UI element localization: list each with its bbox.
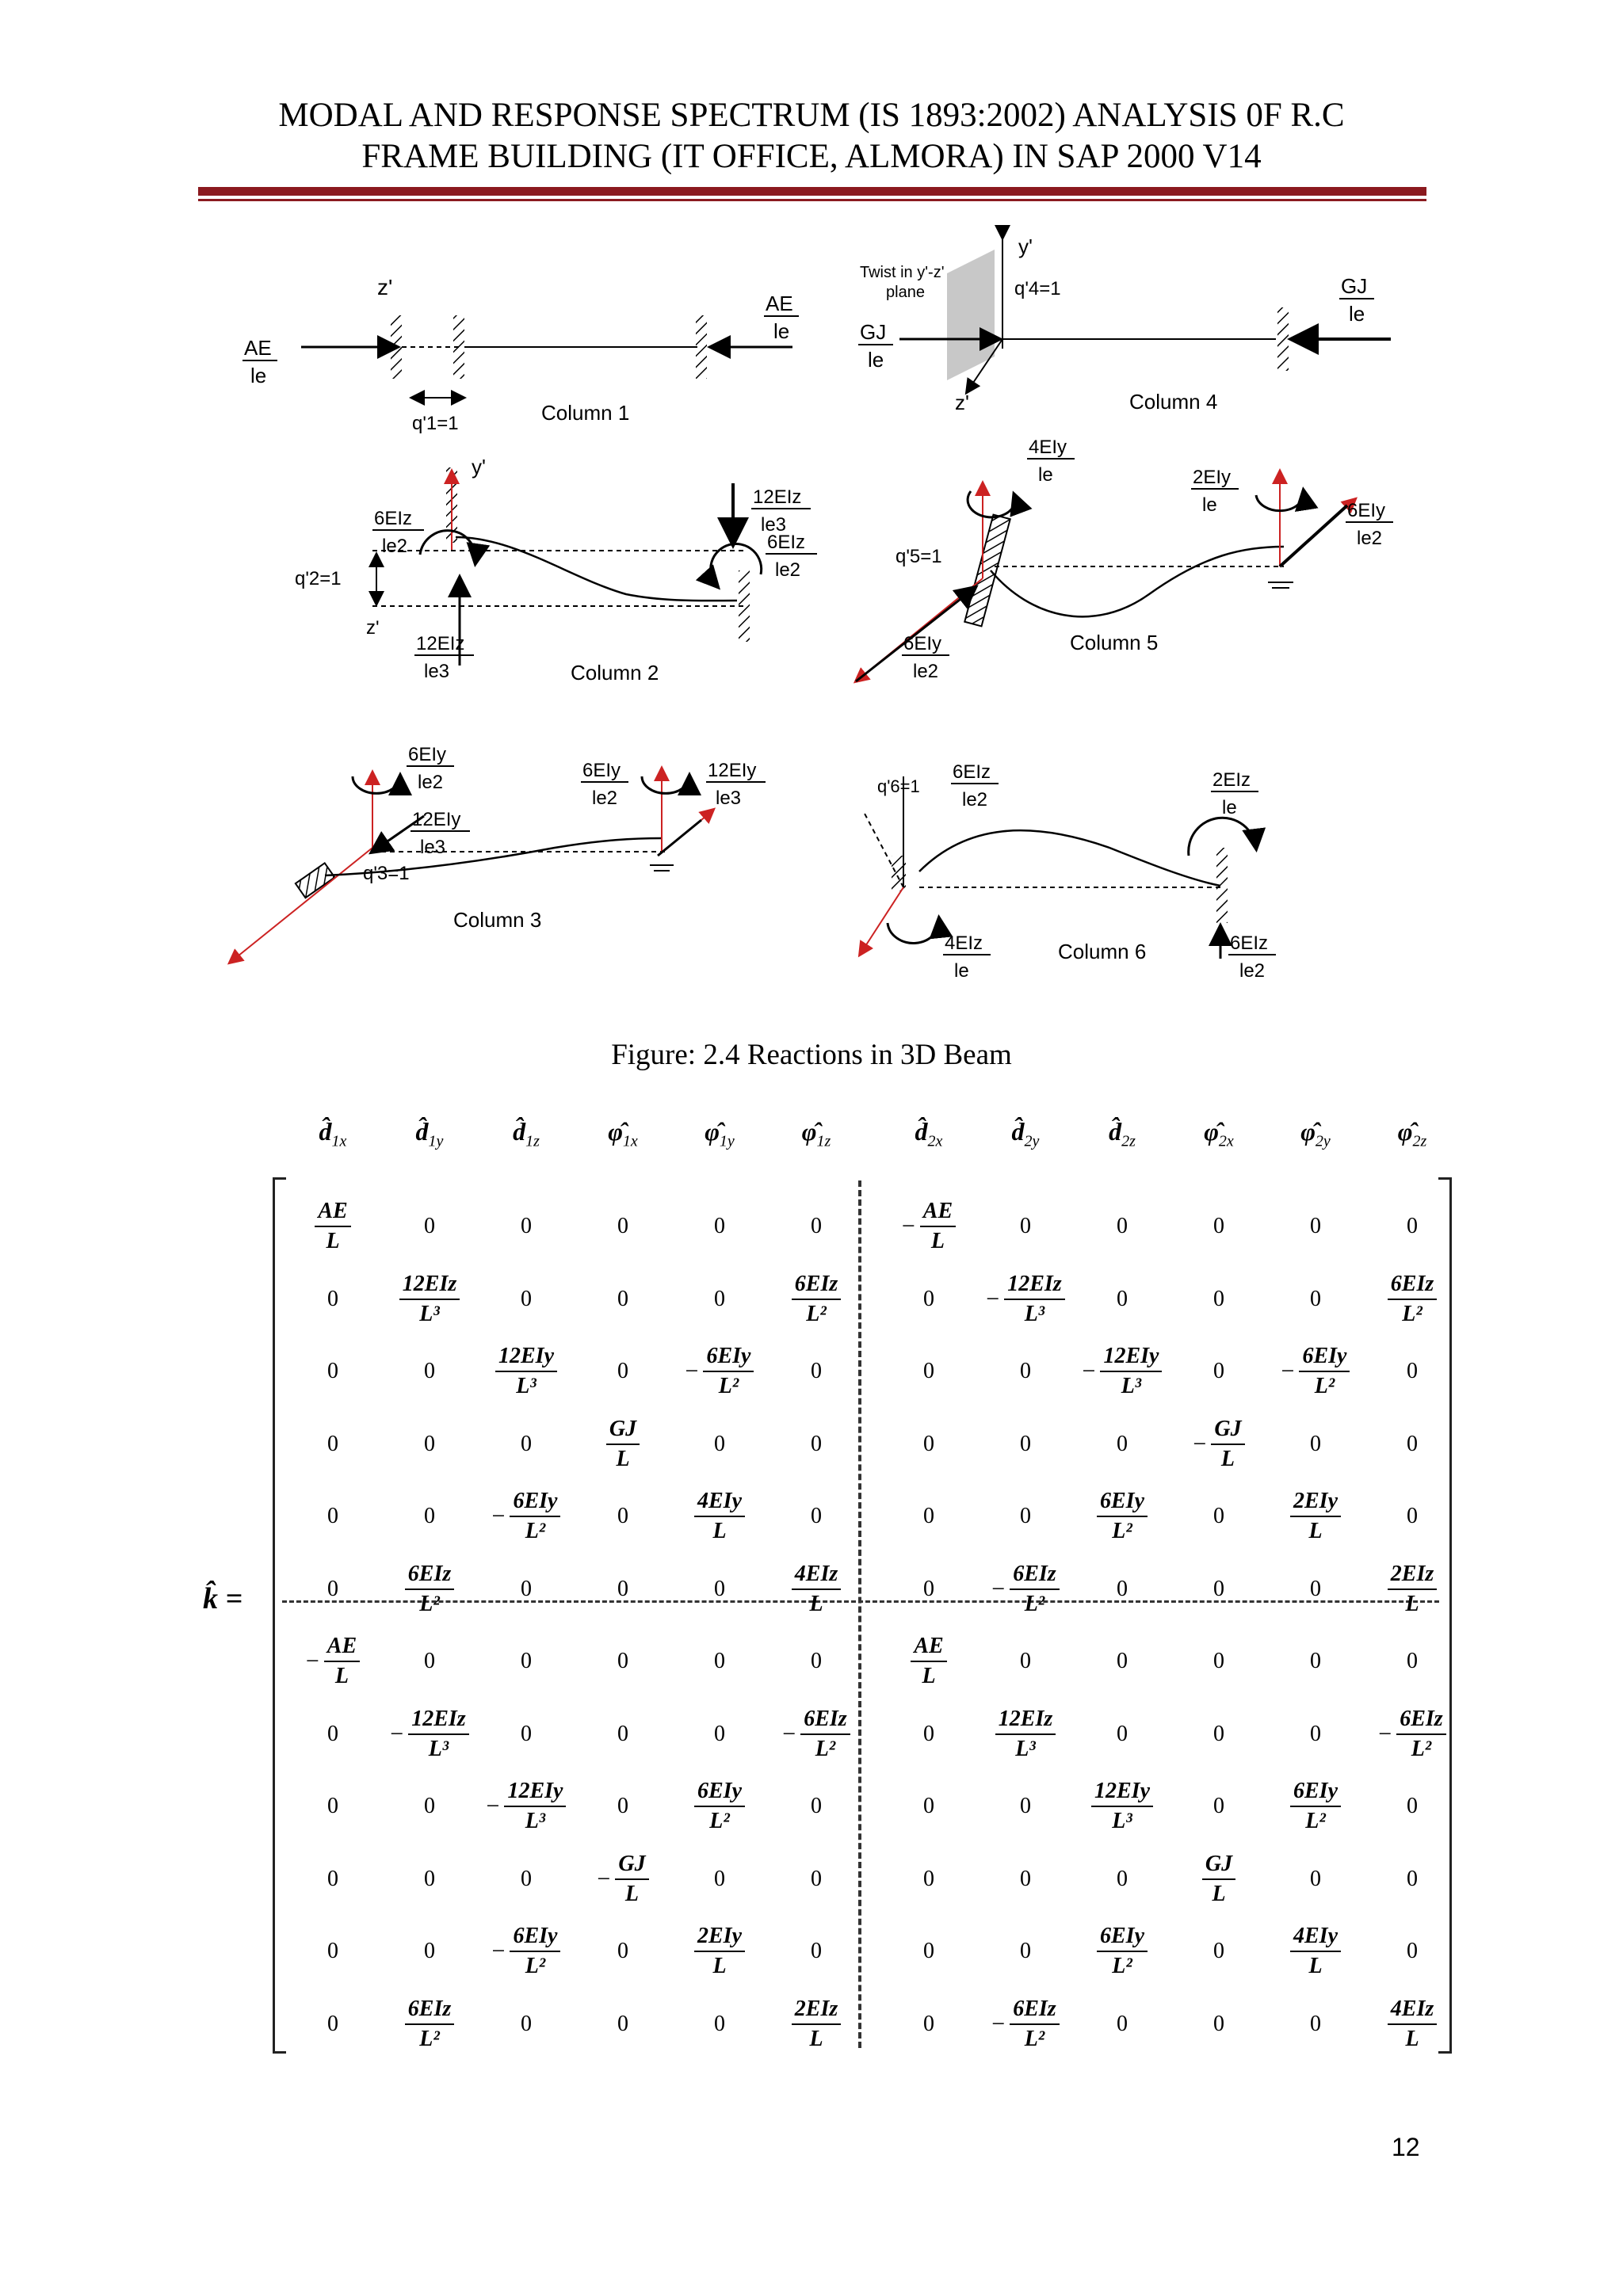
c4-fixed-support — [1277, 307, 1289, 371]
matrix-cell: 0 — [923, 1359, 934, 1383]
c6-m-right-num: 2EIz — [1212, 769, 1251, 791]
c3-title: Column 3 — [453, 908, 542, 932]
matrix-cell: $\frac{\text{4EIy}}{L}$ — [1268, 1920, 1363, 1983]
matrix-cell: 0 — [424, 1866, 435, 1891]
matrix-cell: − $\frac{\text{6EIy}}{\text{L²}}$ — [672, 1340, 767, 1403]
matrix-bracket-left — [273, 1177, 286, 2054]
matrix-cell: 0 — [617, 1286, 628, 1311]
matrix-cell: 0 — [714, 1431, 725, 1456]
matrix-cell: 0 — [327, 1794, 338, 1818]
matrix-cell: 0 — [1117, 2011, 1128, 2036]
c5-support-left — [964, 515, 1010, 627]
matrix-cell: − $\frac{AE}{L}$ — [881, 1195, 976, 1258]
c4-twist-label: Twist in y'-z' — [860, 264, 945, 281]
matrix-cell: $\frac{\text{2EIz}}{L}$ — [769, 1993, 864, 2056]
matrix-column-header: $\varphî_{2y}$ — [1300, 1117, 1331, 1150]
matrix-cell: $\frac{\text{6EIy}}{\text{L²}}$ — [672, 1775, 767, 1838]
matrix-cell: − $\frac{GJ}{L}$ — [575, 1848, 670, 1911]
c5-m-right-den: le — [1202, 494, 1217, 516]
c2-t-left-den: le2 — [382, 536, 408, 557]
matrix-cell: 0 — [1407, 1939, 1418, 1963]
header-rule-thin — [198, 199, 1426, 201]
matrix-cell: 0 — [617, 1649, 628, 1673]
c6-m-top-den: le2 — [962, 789, 988, 810]
figure-caption: Figure: 2.4 Reactions in 3D Beam — [611, 1039, 1012, 1071]
c6-m-right-den: le — [1222, 797, 1237, 818]
matrix-cell: 0 — [1117, 1576, 1128, 1601]
matrix-cell: 0 — [1213, 1576, 1224, 1601]
matrix-cell: 0 — [327, 1504, 338, 1528]
matrix-cell: $\frac{\text{2EIz}}{L}$ — [1365, 1558, 1460, 1621]
matrix-cell: 0 — [1213, 1286, 1224, 1311]
c5-q: q'5=1 — [896, 546, 942, 567]
c6-f-right-den: le2 — [1239, 960, 1266, 982]
matrix-cell: $\frac{\text{6EIz}}{\text{L²}}$ — [382, 1993, 477, 2056]
c2-t-right-num: 6EIz — [767, 532, 806, 553]
page-number: 12 — [1392, 2133, 1420, 2161]
matrix-cell: 0 — [1020, 1431, 1031, 1456]
matrix-cell: 0 — [327, 1286, 338, 1311]
c2-f-left-den: le3 — [424, 661, 450, 682]
matrix-cell: 0 — [1407, 1649, 1418, 1673]
matrix-cell: 0 — [811, 1431, 822, 1456]
matrix-cell: − $\frac{\text{6EIy}}{\text{L²}}$ — [479, 1920, 574, 1983]
matrix-cell: − $\frac{AE}{L}$ — [285, 1630, 380, 1693]
matrix-cell: 0 — [327, 1359, 338, 1383]
matrix-cell: − $\frac{\text{12EIz}}{\text{L³}}$ — [978, 1268, 1073, 1331]
c3-f-left-num: 12EIy — [412, 809, 461, 830]
c5-f-right-num: 6EIy — [1347, 500, 1386, 521]
matrix-cell: $\frac{\text{2EIy}}{L}$ — [1268, 1485, 1363, 1548]
c3-f-right-num: 12EIy — [708, 760, 757, 781]
c1-q: q'1=1 — [412, 413, 459, 434]
fixed-support-right — [696, 315, 707, 379]
matrix-cell: 0 — [327, 1576, 338, 1601]
c2-axis-z: z' — [366, 617, 380, 639]
matrix-cell: 0 — [1310, 1214, 1321, 1238]
matrix-cell: $\frac{AE}{L}$ — [881, 1630, 976, 1693]
c3-m-left-num: 6EIy — [408, 744, 447, 765]
matrix-cell: 0 — [1407, 1504, 1418, 1528]
matrix-cell: 0 — [1310, 1721, 1321, 1746]
c1-ae-right-num: AE — [766, 292, 793, 315]
matrix-cell: 0 — [424, 1504, 435, 1528]
matrix-cell: $\frac{\text{4EIz}}{L}$ — [1365, 1993, 1460, 2056]
matrix-cell: 0 — [811, 1866, 822, 1891]
c4-q: q'4=1 — [1014, 278, 1061, 299]
c2-q: q'2=1 — [295, 568, 342, 589]
matrix-cell: 0 — [1117, 1649, 1128, 1673]
matrix-cell: 0 — [1020, 1866, 1031, 1891]
c3-q: q'3=1 — [363, 863, 410, 884]
matrix-cell: 0 — [811, 1939, 822, 1963]
matrix-cell: 0 — [811, 1504, 822, 1528]
matrix-cell: 0 — [1020, 1939, 1031, 1963]
matrix-cell: $\frac{\text{6EIz}}{\text{L²}}$ — [769, 1268, 864, 1331]
c6-support-left — [892, 856, 906, 891]
c6-title: Column 6 — [1058, 940, 1147, 963]
matrix-cell: 0 — [424, 1359, 435, 1383]
matrix-column-header: $\varphî_{1x}$ — [608, 1117, 638, 1150]
matrix-cell: − $\frac{\text{6EIz}}{\text{L²}}$ — [769, 1703, 864, 1766]
matrix-cell: 0 — [714, 2011, 725, 2036]
c4-axis-y: y' — [1018, 235, 1033, 258]
matrix-cell: 0 — [1407, 1794, 1418, 1818]
matrix-cell: 0 — [1020, 1649, 1031, 1673]
fixed-support-mid — [453, 315, 464, 379]
matrix-cell: 0 — [1310, 1431, 1321, 1456]
c6-m-left-num: 4EIz — [945, 933, 983, 954]
matrix-column-header: $d̂_{1x}$ — [319, 1117, 347, 1150]
c5-f-left-num: 6EIy — [903, 633, 942, 654]
matrix-cell: 0 — [714, 1286, 725, 1311]
matrix-column-header: $d̂_{1y}$ — [415, 1117, 444, 1150]
c2-f-right-num: 12EIz — [753, 486, 802, 508]
c4-twist-plane-label: plane — [886, 284, 925, 301]
matrix-cell: 0 — [424, 1649, 435, 1673]
matrix-cell: 0 — [1213, 1504, 1224, 1528]
matrix-cell: 0 — [923, 1939, 934, 1963]
c2-f-right-den: le3 — [761, 514, 787, 536]
matrix-cell: 0 — [617, 1721, 628, 1746]
matrix-cell: 0 — [1117, 1431, 1128, 1456]
matrix-cell: $\frac{\text{12EIy}}{\text{L³}}$ — [479, 1340, 574, 1403]
matrix-cell: 0 — [1310, 1576, 1321, 1601]
matrix-cell: 0 — [923, 1504, 934, 1528]
header-rule-thick — [198, 187, 1426, 196]
matrix-cell: 0 — [327, 2011, 338, 2036]
matrix-column-header: $d̂_{2y}$ — [1011, 1117, 1040, 1150]
matrix-cell: 0 — [1310, 1286, 1321, 1311]
c2-axis-y: y' — [472, 455, 486, 479]
matrix-cell: 0 — [923, 1286, 934, 1311]
c4-title: Column 4 — [1129, 390, 1218, 414]
matrix-cell: − $\frac{\text{12EIy}}{\text{L³}}$ — [1075, 1340, 1170, 1403]
c4-gj-right-num: GJ — [1341, 274, 1368, 298]
matrix-cell: 0 — [1117, 1866, 1128, 1891]
matrix-cell: 0 — [1020, 1214, 1031, 1238]
fixed-support-left — [391, 315, 402, 379]
matrix-cell: $\frac{\text{6EIy}}{\text{L²}}$ — [1268, 1775, 1363, 1838]
page-header — [0, 95, 1623, 177]
matrix-cell: 0 — [1310, 1649, 1321, 1673]
matrix-cell: $\frac{\text{6EIz}}{\text{L²}}$ — [1365, 1268, 1460, 1331]
c2-support-right — [739, 570, 750, 642]
matrix-cell: 0 — [521, 1214, 532, 1238]
matrix-cell: 0 — [1020, 1359, 1031, 1383]
panel-column-1 — [242, 275, 799, 434]
c4-gj-left-den: le — [868, 348, 884, 372]
matrix-cell: 0 — [1020, 1794, 1031, 1818]
matrix-cell: 0 — [521, 1649, 532, 1673]
c5-f-left-den: le2 — [913, 661, 939, 682]
c6-m-top-num: 6EIz — [953, 761, 991, 783]
panel-column-6 — [860, 761, 1276, 982]
matrix-cell: 0 — [617, 1504, 628, 1528]
matrix-cell: $\frac{\text{6EIz}}{\text{L²}}$ — [382, 1558, 477, 1621]
c5-m-left-num: 4EIy — [1029, 437, 1067, 458]
matrix-cell: − $\frac{\text{12EIy}}{\text{L³}}$ — [479, 1775, 574, 1838]
c2-t-right-den: le2 — [775, 559, 801, 581]
matrix-cell: − $\frac{\text{6EIz}}{\text{L²}}$ — [978, 1993, 1073, 2056]
matrix-cell: $\frac{\text{2EIy}}{L}$ — [672, 1920, 767, 1983]
c3-support-left — [296, 863, 334, 898]
c1-ae-right-den: le — [773, 319, 790, 343]
matrix-cell: $\frac{GJ}{L}$ — [575, 1413, 670, 1476]
matrix-cell: 0 — [1117, 1721, 1128, 1746]
matrix-cell: 0 — [521, 1721, 532, 1746]
c1-axis-z: z' — [377, 275, 393, 299]
matrix-cell: $\frac{\text{12EIy}}{\text{L³}}$ — [1075, 1775, 1170, 1838]
matrix-cell: 0 — [923, 1721, 934, 1746]
matrix-cell: 0 — [424, 1939, 435, 1963]
matrix-cell: 0 — [1213, 1939, 1224, 1963]
c3-m-right-den: le2 — [592, 788, 618, 809]
matrix-cell: 0 — [1407, 1214, 1418, 1238]
c5-m-left-den: le — [1038, 464, 1053, 486]
matrix-cell: 0 — [923, 1794, 934, 1818]
matrix-cell: 0 — [521, 1286, 532, 1311]
matrix-cell: 0 — [1310, 1866, 1321, 1891]
c2-title: Column 2 — [571, 661, 659, 685]
c2-t-left-num: 6EIz — [374, 508, 413, 529]
c5-f-right-den: le2 — [1357, 528, 1383, 549]
matrix-cell: $\frac{\text{12EIz}}{\text{L³}}$ — [382, 1268, 477, 1331]
matrix-column-header: $\varphî_{1y}$ — [705, 1117, 735, 1150]
matrix-cell: 0 — [923, 1431, 934, 1456]
matrix-cell: 0 — [1213, 2011, 1224, 2036]
matrix-cell: $\frac{GJ}{L}$ — [1171, 1848, 1266, 1911]
matrix-cell: − $\frac{GJ}{L}$ — [1171, 1413, 1266, 1476]
matrix-cell: 0 — [617, 1359, 628, 1383]
matrix-cell: 0 — [617, 1939, 628, 1963]
matrix-column-header: $d̂_{1z}$ — [513, 1117, 540, 1150]
matrix-cell: 0 — [1213, 1721, 1224, 1746]
c3-f-left-den: le3 — [420, 837, 446, 858]
c1-ae-left-den: le — [250, 364, 267, 387]
c1-ae-left-num: AE — [244, 336, 272, 360]
c4-gj-right-den: le — [1349, 302, 1365, 326]
c3-m-left-den: le2 — [418, 772, 444, 793]
matrix-cell: 0 — [327, 1866, 338, 1891]
matrix-cell: 0 — [521, 1431, 532, 1456]
matrix-cell: − $\frac{\text{12EIz}}{\text{L³}}$ — [382, 1703, 477, 1766]
c3-m-right-num: 6EIy — [582, 760, 621, 781]
matrix-cell: − $\frac{\text{6EIz}}{\text{L²}}$ — [1365, 1703, 1460, 1766]
panel-column-3 — [230, 744, 766, 963]
matrix-cell: − $\frac{\text{6EIy}}{\text{L²}}$ — [1268, 1340, 1363, 1403]
c1-title: Column 1 — [541, 401, 630, 425]
c5-title: Column 5 — [1070, 631, 1159, 654]
matrix-cell: 0 — [521, 1866, 532, 1891]
matrix-cell: 0 — [1310, 2011, 1321, 2036]
matrix-cell: 0 — [617, 2011, 628, 2036]
header-line-1: MODAL AND RESPONSE SPECTRUM (IS 1893:2002) ANALYSIS 0F R.C — [278, 97, 1345, 134]
matrix-column-header: $\varphî_{2x}$ — [1204, 1117, 1234, 1150]
matrix-cell: 0 — [1117, 1214, 1128, 1238]
matrix-cell: 0 — [811, 1649, 822, 1673]
matrix-cell: 0 — [811, 1214, 822, 1238]
matrix-cell: 0 — [714, 1649, 725, 1673]
matrix-cell: $\frac{\text{12EIz}}{\text{L³}}$ — [978, 1703, 1073, 1766]
matrix-cell: 0 — [1213, 1214, 1224, 1238]
matrix-label: k̂ = — [203, 1582, 243, 1615]
c2-f-left-num: 12EIz — [416, 633, 465, 654]
matrix-cell: 0 — [424, 1214, 435, 1238]
c6-f-right-num: 6EIz — [1230, 933, 1269, 954]
matrix-cell: 0 — [617, 1214, 628, 1238]
reactions-figure — [0, 222, 1623, 1014]
matrix-cell: 0 — [1020, 1504, 1031, 1528]
matrix-cell: 0 — [1213, 1359, 1224, 1383]
matrix-cell: $\frac{AE}{L}$ — [285, 1195, 380, 1258]
c3-f-right-den: le3 — [716, 788, 742, 809]
c5-m-right-num: 2EIy — [1193, 467, 1232, 488]
matrix-cell: 0 — [811, 1794, 822, 1818]
matrix-cell: 0 — [617, 1794, 628, 1818]
matrix-cell: 0 — [424, 1794, 435, 1818]
header-line-2: FRAME BUILDING (IT OFFICE, ALMORA) IN SAP 2000 V14 — [361, 138, 1262, 175]
matrix-cell: 0 — [521, 2011, 532, 2036]
matrix-cell: 0 — [1117, 1286, 1128, 1311]
matrix-cell: 0 — [1407, 1431, 1418, 1456]
matrix-cell: $\frac{\text{4EIz}}{L}$ — [769, 1558, 864, 1621]
matrix-cell: 0 — [424, 1431, 435, 1456]
panel-column-4 — [858, 235, 1391, 414]
matrix-cell: 0 — [1213, 1794, 1224, 1818]
matrix-cell: 0 — [714, 1214, 725, 1238]
matrix-column-header: $\varphî_{1z}$ — [801, 1117, 831, 1150]
matrix-cell: 0 — [714, 1866, 725, 1891]
matrix-cell: 0 — [1213, 1649, 1224, 1673]
matrix-cell: 0 — [1407, 1866, 1418, 1891]
matrix-cell: 0 — [327, 1939, 338, 1963]
matrix-cell: 0 — [617, 1576, 628, 1601]
panel-column-5 — [856, 437, 1393, 682]
matrix-cell: $\frac{\text{6EIy}}{\text{L²}}$ — [1075, 1920, 1170, 1983]
c4-gj-left-num: GJ — [860, 320, 887, 344]
panel-column-2 — [295, 455, 817, 685]
matrix-cell: 0 — [1407, 1359, 1418, 1383]
matrix-cell: $\frac{\text{6EIy}}{\text{L²}}$ — [1075, 1485, 1170, 1548]
matrix-cell: 0 — [714, 1721, 725, 1746]
matrix-cell: 0 — [714, 1576, 725, 1601]
stiffness-matrix — [203, 1117, 1458, 2051]
matrix-cell: 0 — [811, 1359, 822, 1383]
matrix-cell: 0 — [923, 1866, 934, 1891]
c6-q: q'6=1 — [877, 776, 920, 796]
matrix-cell: 0 — [521, 1576, 532, 1601]
matrix-column-header: $d̂_{2x}$ — [915, 1117, 943, 1150]
matrix-cell: − $\frac{\text{6EIz}}{\text{L²}}$ — [978, 1558, 1073, 1621]
matrix-column-header: $d̂_{2z}$ — [1109, 1117, 1136, 1150]
matrix-cell: 0 — [327, 1721, 338, 1746]
c4-axis-z: z' — [955, 391, 969, 414]
matrix-column-header: $\varphî_{2z}$ — [1397, 1117, 1427, 1150]
c6-support-right — [1216, 848, 1228, 923]
matrix-cell: $\frac{\text{4EIy}}{L}$ — [672, 1485, 767, 1548]
matrix-cell: 0 — [923, 2011, 934, 2036]
matrix-cell: 0 — [923, 1576, 934, 1601]
c6-m-left-den: le — [954, 960, 969, 982]
matrix-cell: 0 — [327, 1431, 338, 1456]
matrix-cell: − $\frac{\text{6EIy}}{\text{L²}}$ — [479, 1485, 574, 1548]
